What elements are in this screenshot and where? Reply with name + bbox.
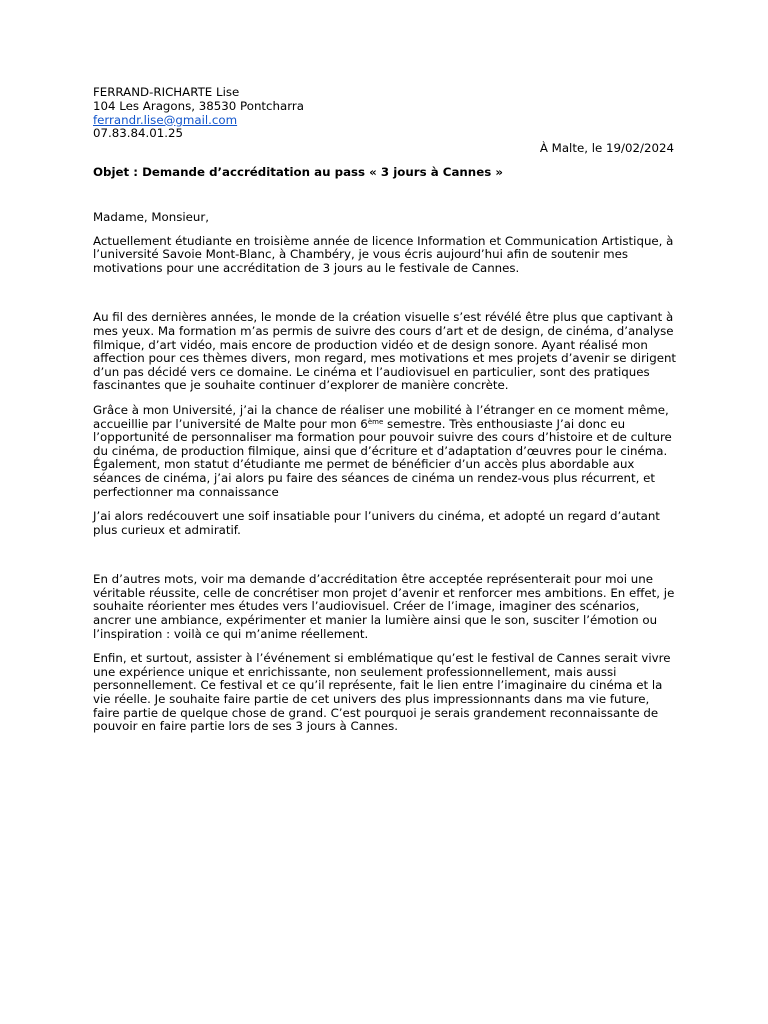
paragraph-mobility <box>93 404 679 499</box>
paragraph-intro: Actuellement étudiante en troisième année de licence Information et Communication Artistique, à l’université Savoie Mont-Blanc, à Chambéry, je vous écris aujourd’hui afin de soutenir mes motivations pour une accréditation de 3 jours au le festivale de Cannes. <box>93 233 674 275</box>
sender-name: FERRAND-RICHARTE Lise <box>93 85 240 99</box>
paragraph-rediscovery: J’ai alors redécouvert une soif insatiable pour l’univers du cinéma, et adopté un regard d’autant plus curieux et admiratif. <box>93 509 660 537</box>
sender-phone: 07.83.84.01.25 <box>93 126 184 141</box>
salutation: Madame, Monsieur, <box>93 210 210 224</box>
paragraph-mobility-part1: Grâce à mon Université, j’ai la chance de réaliser une mobilité à l’étranger en ce moment même, accueillie par l’université de Malte pour mon 6 <box>93 402 669 431</box>
letter-subject: Objet : Demande d’accréditation au pass « 3 jours à Cannes » <box>93 165 503 179</box>
sender-block <box>93 86 304 141</box>
paragraph-ambitions: En d’autres mots, voir ma demande d’accréditation être acceptée représenterait pour moi une véritable réussite, celle de concrétiser mon projet d’avenir et renforcer mes ambitions. En effet, je souhaite réorienter mes études vers l’audiovisuel. Créer de l’image, imaginer des scénarios, ancrer une ambiance, expérimenter et manier la lumière ainsi que le son, susciter l’émotion ou l’inspiration : voilà ce qui m’anime réellement. <box>93 572 675 641</box>
ordinal-superscript: ème <box>367 417 384 426</box>
letter-body <box>93 211 679 734</box>
sender-address: 104 Les Aragons, 38530 Pontcharra <box>93 98 304 113</box>
sender-email-link[interactable]: ferrandr.lise@gmail.com <box>93 112 238 127</box>
paragraph-conclusion: Enfin, et surtout, assister à l’événement si emblématique qu’est le festival de Cannes serait vivre une expérience unique et enrichissante, non seulement professionnellement, mais aussi personnellement. Ce festival et ce qu’il représente, fait le lien entre l’imaginaire du cinéma et la vie réelle. Je souhaite faire partie de cet univers des plus impressionnants dans ma vie future, faire partie de quelque chose de grand. C’est pourquoi je serais grandement reconnaissante de pouvoir en faire partie lors de ses 3 jours à Cannes. <box>93 651 671 734</box>
letter-date: À Malte, le 19/02/2024 <box>539 141 674 155</box>
paragraph-visual-creation: Au fil des dernières années, le monde de la création visuelle s’est révélé être plus que captivant à mes yeux. Ma formation m’as permis de suivre des cours d’art et de design, de cinéma, d’analyse filmique, d’art vidéo, mais encore de production vidéo et de design sonore. Ayant réalisé mon affection pour ces thèmes divers, mon regard, mes motivations et mes projets d’avenir se dirigent d’un pas décidé vers ce domaine. Le cinéma et l’audiovisuel en particulier, sont des pratiques fascinantes que je souhaite continuer d’explorer de manière concrète. <box>93 310 677 393</box>
paragraph-mobility-part2: semestre. Très enthousiaste J’ai donc eu l’opportunité de personnaliser ma formation pour pouvoir suivre des cours d’histoire et de culture du cinéma, de production filmique, ainsi que d’écriture et d’adaptation d’œuvres pour le cinéma. Également, mon statut d’étudiante me permet de bénéficier d’un accès plus abordable aux séances de cinéma, j’ai alors pu faire des séances de cinéma un rendez-vous plus récurrent, et perfectionner ma connaissance <box>93 416 672 499</box>
